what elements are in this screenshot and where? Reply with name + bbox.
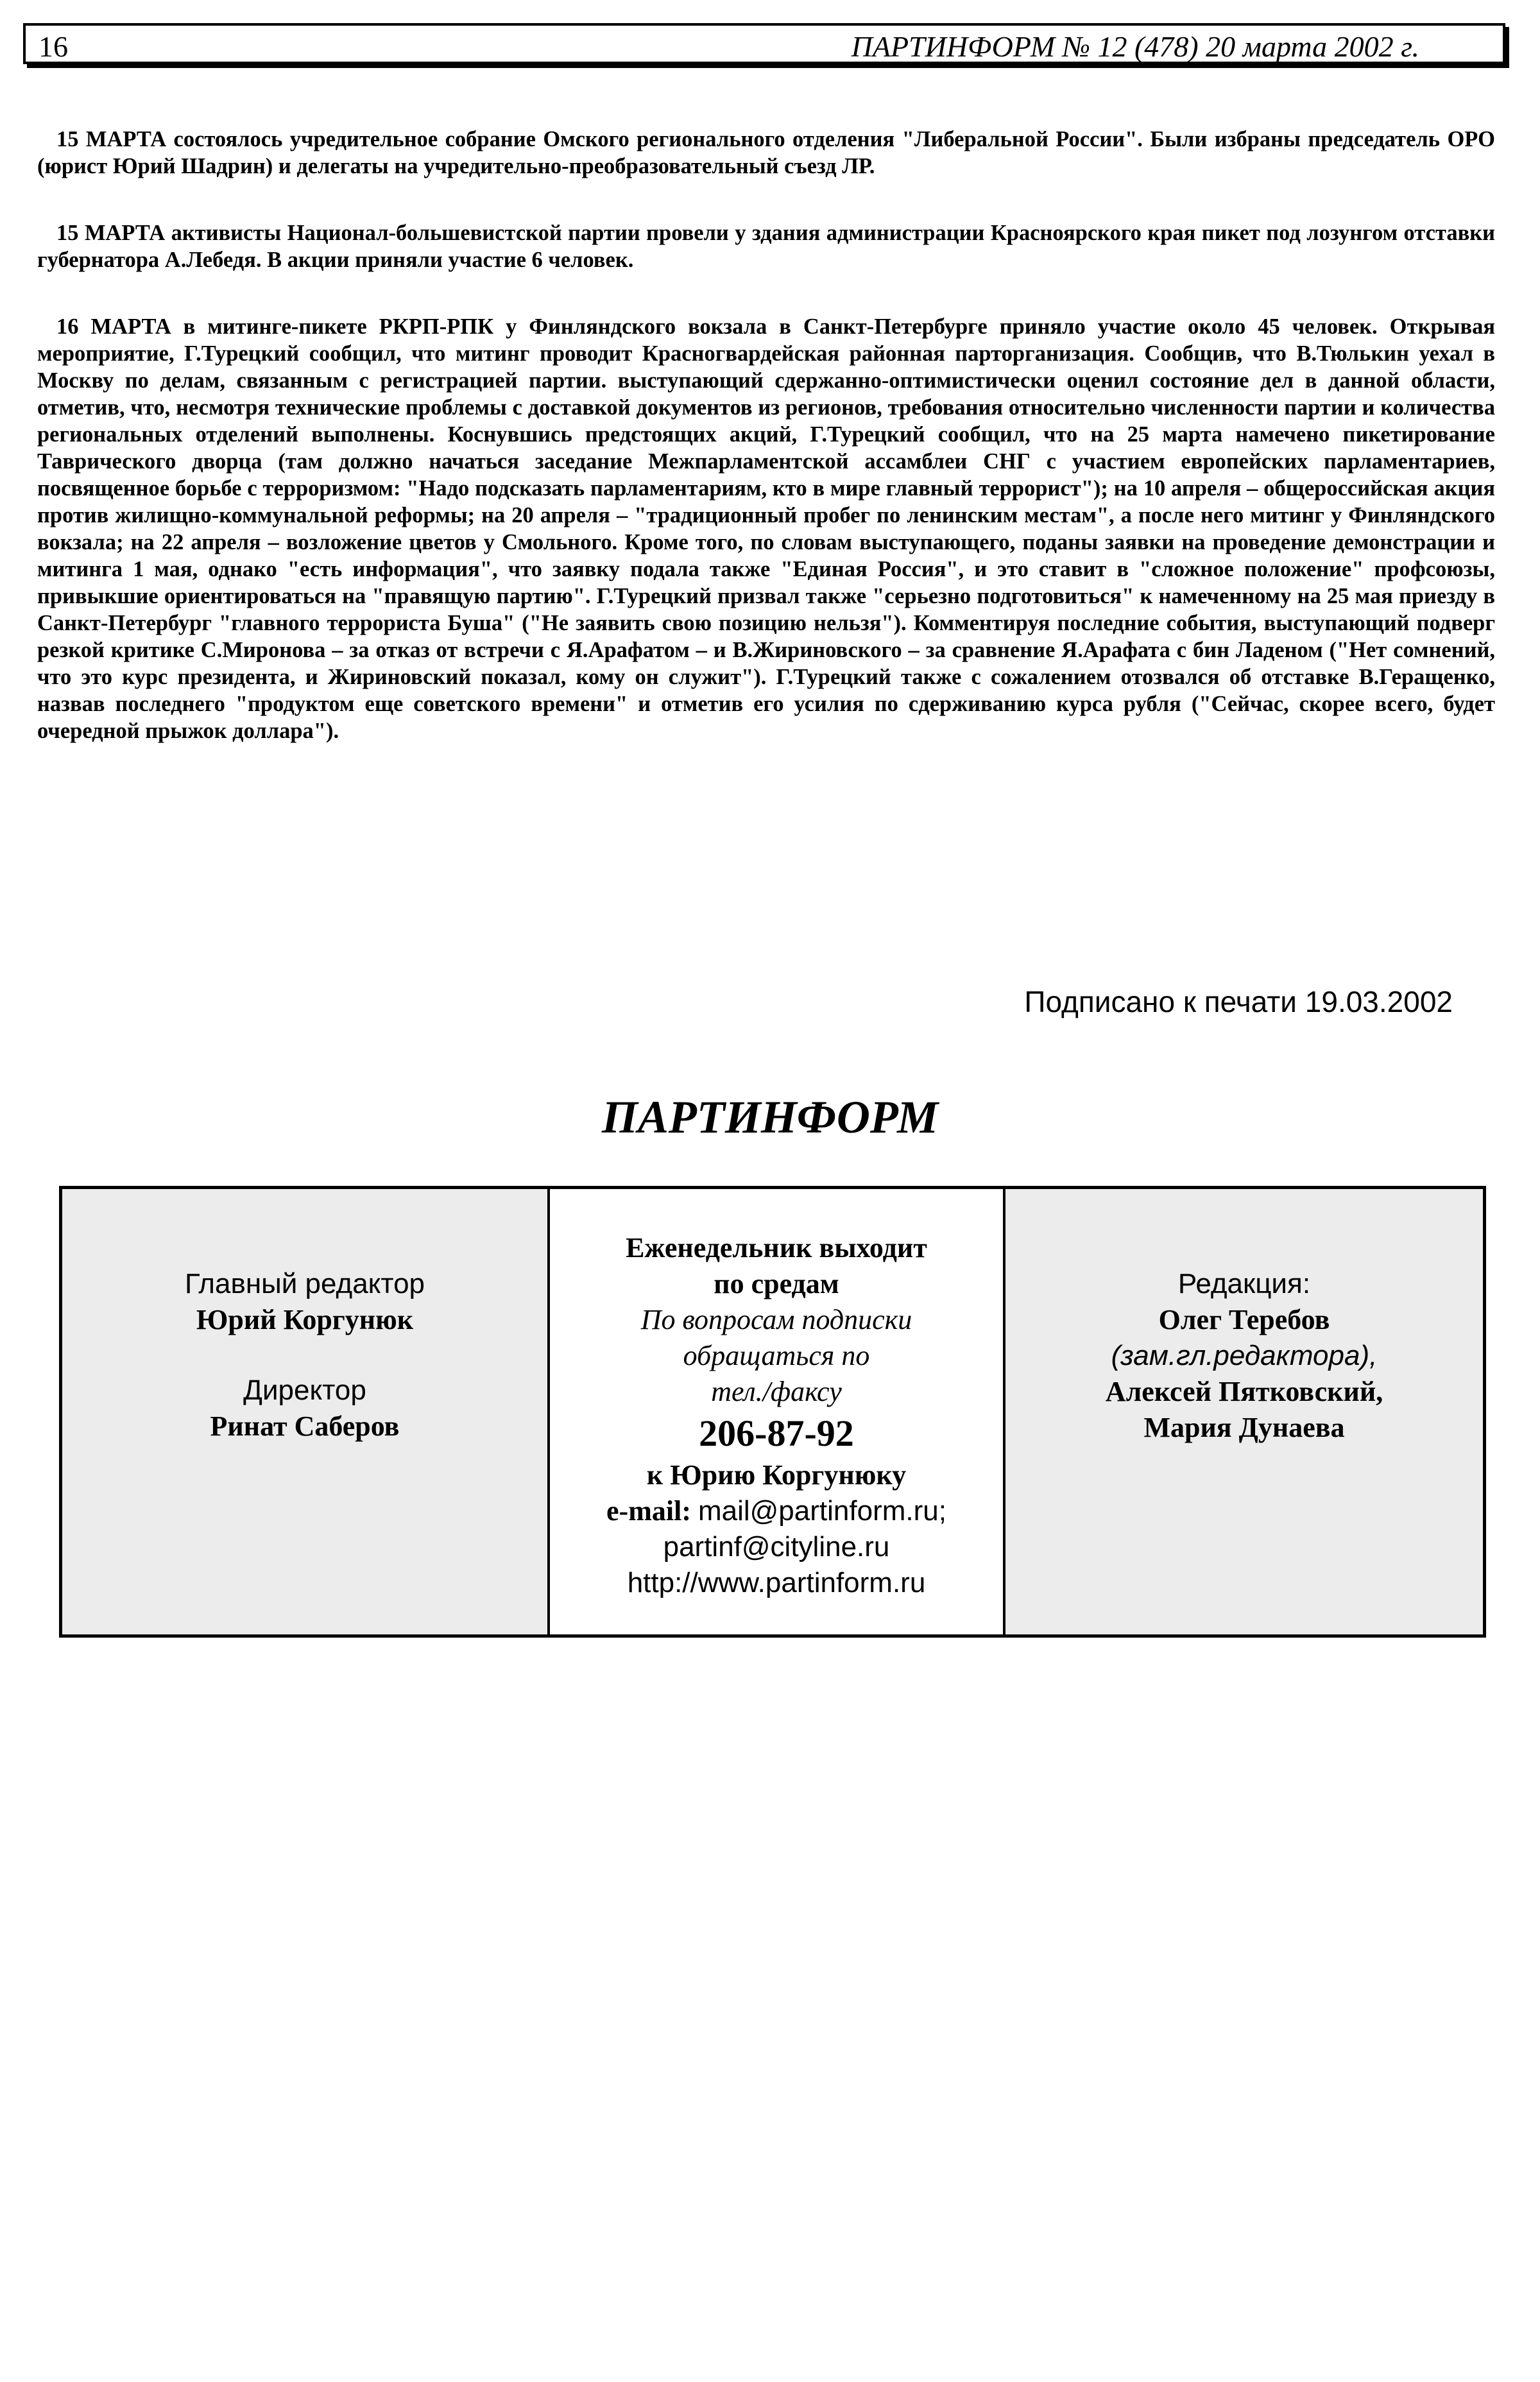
director-label: Директор: [243, 1375, 366, 1406]
signed-to-print-date: Подписано к печати 19.03.2002: [1024, 985, 1453, 1018]
staff-name: Мария Дунаева: [1143, 1412, 1345, 1443]
news-articles: [37, 126, 1495, 784]
staff-role: (зам.гл.редактора),: [1111, 1340, 1378, 1371]
editor-label: Главный редактор: [184, 1268, 425, 1299]
imprint-editorial-staff: [1005, 1189, 1483, 1634]
subscription-note: По вопросам подписки: [640, 1304, 912, 1335]
page-number: 16: [38, 30, 68, 63]
email-address[interactable]: partinf@cityline.ru: [663, 1531, 890, 1563]
imprint-contacts: [550, 1189, 1005, 1634]
editor-name: Юрий Коргунюк: [196, 1304, 414, 1335]
imprint-table: [59, 1186, 1486, 1638]
email-address[interactable]: mail@partinform.ru;: [697, 1495, 946, 1527]
editorial-label: Редакция:: [1177, 1268, 1311, 1299]
website-link[interactable]: http://www.partinform.ru: [627, 1567, 926, 1598]
news-item: 16 МАРТА в митинге-пикете РКРП-РПК у Финляндского вокзала в Санкт-Петербурге приняло участие около 45 человек. Открывая мероприятие, Г.Турецкий сообщил, что митинг проводит Красногвардейская районная парторганизация. Сообщив, что В.Тюлькин уехал в Москву по делам, связанным с регистрацией партии. выступающий сдержанно-оптимистически оценил состояние дел в данной области, отметив, что, несмотря технические проблемы с доставкой документов из регионов, требования относительно численности партии и количества региональных отделений выполнены. Коснувшись предстоящих акций, Г.Турецкий сообщил, что на 25 марта намечено пикетирование Таврического дворца (там должно начаться заседание Межпарламентской ассамблеи СНГ с участием европейских парламентариев, посвященное борьбе с терроризмом: "Надо подсказать парламентариям, кто в мире главный террорист"); на 10 апреля – общероссийская акция против жилищно-коммунальной реформы; на 20 апреля – "традиционный пробег по ленинским местам", а после него митинг у Финляндского вокзала; на 22 апреля – возложение цветов у Смольного. Кроме того, по словам выступающего, поданы заявки на проведение демонстрации и митинга 1 мая, однако "есть информация", что заявку подала также "Единая Россия", и это ставит в "сложное положение" профсоюзы, привыкшие ориентироваться на "правящую партию". Г.Турецкий призвал также "серьезно подготовиться" к намеченному на 25 мая приезду в Санкт-Петербург "главного террориста Буша" ("Не заявить свою позицию нельзя"). Комментируя последние события, выступающий подверг резкой критике С.Миронова – за отказ от встречи с Я.Арафатом – и В.Жириновского – за сравнение Я.Арафата с бин Ладеном ("Нет сомнений, что это курс президента, и Жириновский показал, кому он служит"). Г.Турецкий также с сожалением отозвался об отставке В.Геращенко, назвав последнего "продуктом еще советского времени" и отметив его усилия по сдерживанию курса рубля ("Сейчас, скорее всего, будет очередной прыжок доллара").: [37, 314, 1495, 743]
schedule-line: по средам: [714, 1268, 839, 1299]
staff-name: Алексей Пятковский,: [1105, 1376, 1383, 1407]
director-name: Ринат Саберов: [210, 1410, 400, 1442]
news-item: 15 МАРТА активисты Национал-большевистской партии провели у здания администрации Красноярского края пикет под лозунгом отставки губернатора А.Лебедя. В акции приняли участие 6 человек.: [37, 221, 1495, 272]
news-item: 15 МАРТА состоялось учредительное собрание Омского регионального отделения "Либеральной России". Были избраны председатель ОРО (юрист Юрий Шадрин) и делегаты на учредительно-преобразовательный съезд ЛР.: [37, 127, 1495, 178]
phone-number: 206-87-92: [699, 1412, 854, 1454]
email-label: e-mail:: [606, 1495, 691, 1527]
subscription-note: обращаться по: [683, 1340, 870, 1371]
subscription-note: тел./факсу: [711, 1376, 842, 1407]
masthead-title: ПАРТИНФОРМ: [601, 1092, 939, 1143]
schedule-line: Еженедельник выходит: [626, 1232, 927, 1264]
staff-name: Олег Теребов: [1158, 1304, 1330, 1335]
imprint-editors: [62, 1189, 550, 1634]
publication-issue-title: ПАРТИНФОРМ № 12 (478) 20 марта 2002 г.: [851, 30, 1419, 63]
page-header: [23, 23, 1505, 64]
contact-person: к Юрию Коргунюку: [646, 1459, 907, 1491]
